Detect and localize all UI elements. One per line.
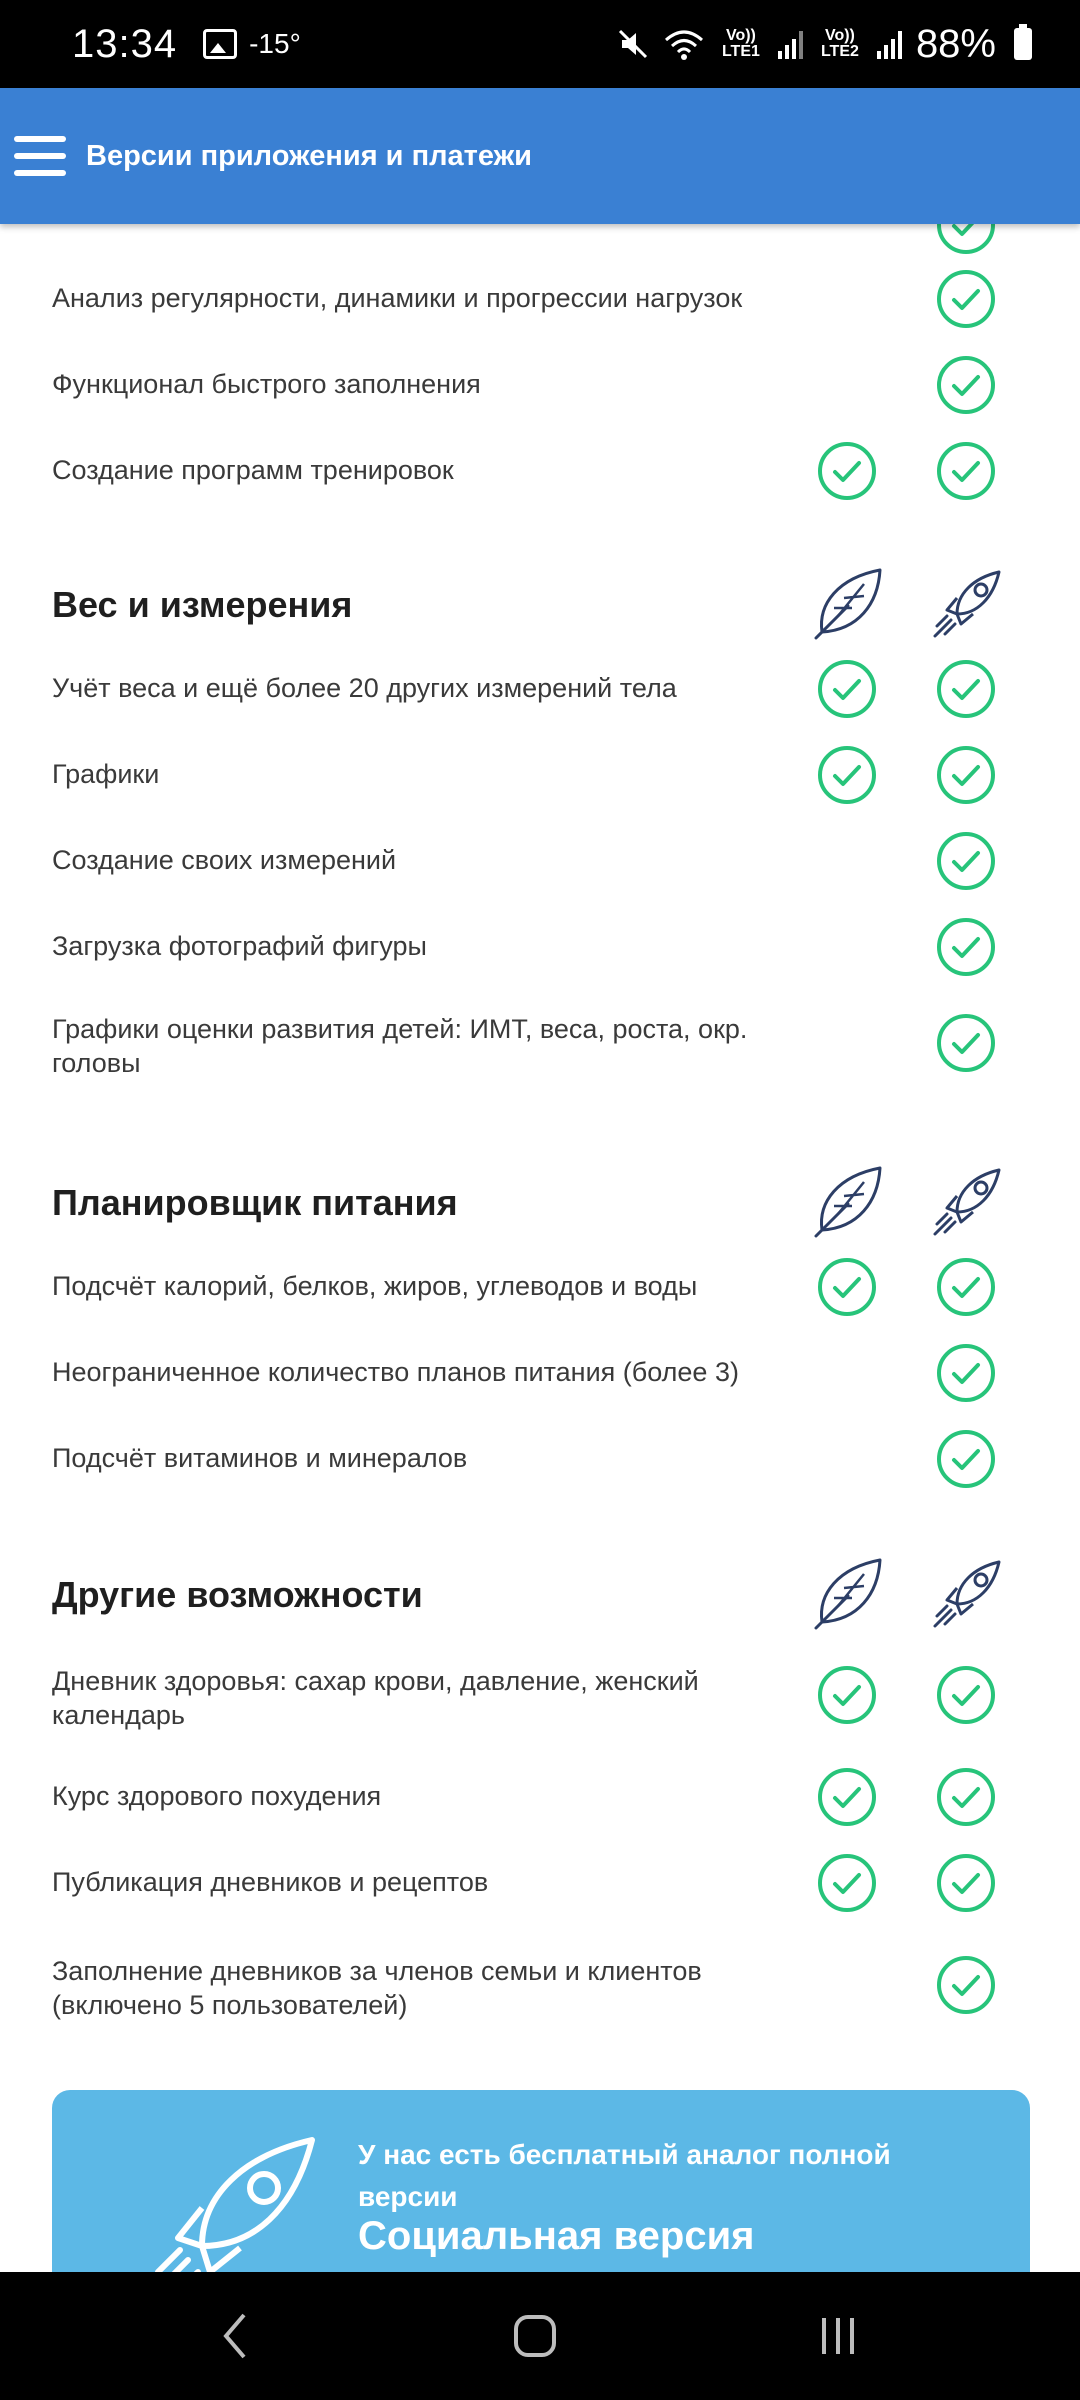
feature-label: Учёт веса и ещё более 20 других измерений тела bbox=[52, 673, 677, 703]
wifi-icon bbox=[664, 28, 704, 60]
feature-label: Публикация дневников и рецептов bbox=[52, 1867, 489, 1897]
page-title: Версии приложения и платежи bbox=[86, 139, 532, 172]
check-icon bbox=[937, 1430, 995, 1488]
check-icon bbox=[818, 1258, 876, 1316]
check-icon bbox=[818, 1768, 876, 1826]
sim2-indicator: Vo)) LTE2 bbox=[820, 27, 859, 60]
feature-label: Заполнение дневников за членов семьи и клиентов (включено 5 пользователей) bbox=[52, 1956, 702, 2020]
app-bar bbox=[0, 88, 1080, 224]
check-icon bbox=[818, 660, 876, 718]
promo-card[interactable] bbox=[52, 2090, 1030, 2272]
feature-label: Анализ регулярности, динамики и прогрессии нагрузок bbox=[52, 283, 743, 313]
check-icon bbox=[818, 1854, 876, 1912]
signal-icon bbox=[778, 29, 803, 59]
image-icon bbox=[203, 29, 237, 59]
check-icon bbox=[937, 356, 995, 414]
section-title: Другие возможности bbox=[52, 1574, 423, 1615]
feature-label: Создание своих измерений bbox=[52, 845, 397, 875]
status-indicators bbox=[616, 22, 1032, 67]
section-title: Вес и измерения bbox=[52, 584, 353, 625]
comparison-table[interactable] bbox=[0, 224, 1080, 2272]
check-icon bbox=[818, 1666, 876, 1724]
feather-icon bbox=[808, 1162, 888, 1247]
back-icon[interactable] bbox=[155, 2272, 315, 2400]
recents-icon[interactable] bbox=[758, 2272, 918, 2400]
feature-label: Подсчёт калорий, белков, жиров, углеводов и воды bbox=[52, 1271, 698, 1301]
check-icon bbox=[818, 442, 876, 500]
check-icon bbox=[937, 832, 995, 890]
mute-icon bbox=[616, 27, 650, 61]
promo-subtitle: У нас есть бесплатный аналог полной версии bbox=[358, 2139, 891, 2212]
feature-label: Графики bbox=[52, 759, 160, 789]
check-icon bbox=[937, 1666, 995, 1724]
feather-icon bbox=[808, 1554, 888, 1639]
rocket-icon bbox=[927, 564, 1007, 649]
check-icon bbox=[937, 660, 995, 718]
feature-label: Подсчёт витаминов и минералов bbox=[52, 1443, 468, 1473]
hamburger-menu-icon[interactable] bbox=[14, 136, 66, 176]
navigation-bar bbox=[0, 2272, 1080, 2400]
check-icon bbox=[937, 746, 995, 804]
section-title: Планировщик питания bbox=[52, 1182, 458, 1223]
check-icon bbox=[937, 270, 995, 328]
check-icon bbox=[937, 1344, 995, 1402]
status-time: 13:34 bbox=[72, 21, 178, 66]
feature-label: Функционал быстрого заполнения bbox=[52, 369, 481, 399]
check-icon bbox=[937, 442, 995, 500]
feature-label: Загрузка фотографий фигуры bbox=[52, 931, 427, 961]
feature-label: Дневник здоровья: сахар крови, давление, женский календарь bbox=[52, 1666, 699, 1730]
check-icon bbox=[818, 746, 876, 804]
feather-icon bbox=[808, 564, 888, 649]
check-icon bbox=[937, 1854, 995, 1912]
feature-label: Неограниченное количество планов питания (более 3) bbox=[52, 1357, 739, 1387]
battery-icon bbox=[1014, 28, 1032, 60]
signal-icon bbox=[877, 29, 902, 59]
feature-label: Курс здорового похудения bbox=[52, 1781, 382, 1811]
rocket-icon bbox=[927, 1554, 1007, 1639]
feature-label: Графики оценки развития детей: ИМТ, веса, роста, окр. головы bbox=[52, 1014, 748, 1078]
battery-percent: 88% bbox=[915, 21, 996, 66]
status-temperature: -15° bbox=[249, 28, 301, 59]
rocket-icon bbox=[142, 2126, 322, 2272]
rocket-icon bbox=[927, 1162, 1007, 1247]
check-icon bbox=[937, 1768, 995, 1826]
check-icon bbox=[937, 1014, 995, 1072]
sim1-indicator: Vo)) LTE1 bbox=[721, 27, 760, 60]
feature-label: Создание программ тренировок bbox=[52, 455, 454, 485]
check-icon bbox=[937, 224, 995, 254]
check-icon bbox=[937, 918, 995, 976]
promo-title: Социальная версия bbox=[358, 2214, 755, 2258]
home-icon[interactable] bbox=[455, 2272, 615, 2400]
check-icon bbox=[937, 1956, 995, 2014]
check-icon bbox=[937, 1258, 995, 1316]
status-bar bbox=[0, 0, 1080, 88]
